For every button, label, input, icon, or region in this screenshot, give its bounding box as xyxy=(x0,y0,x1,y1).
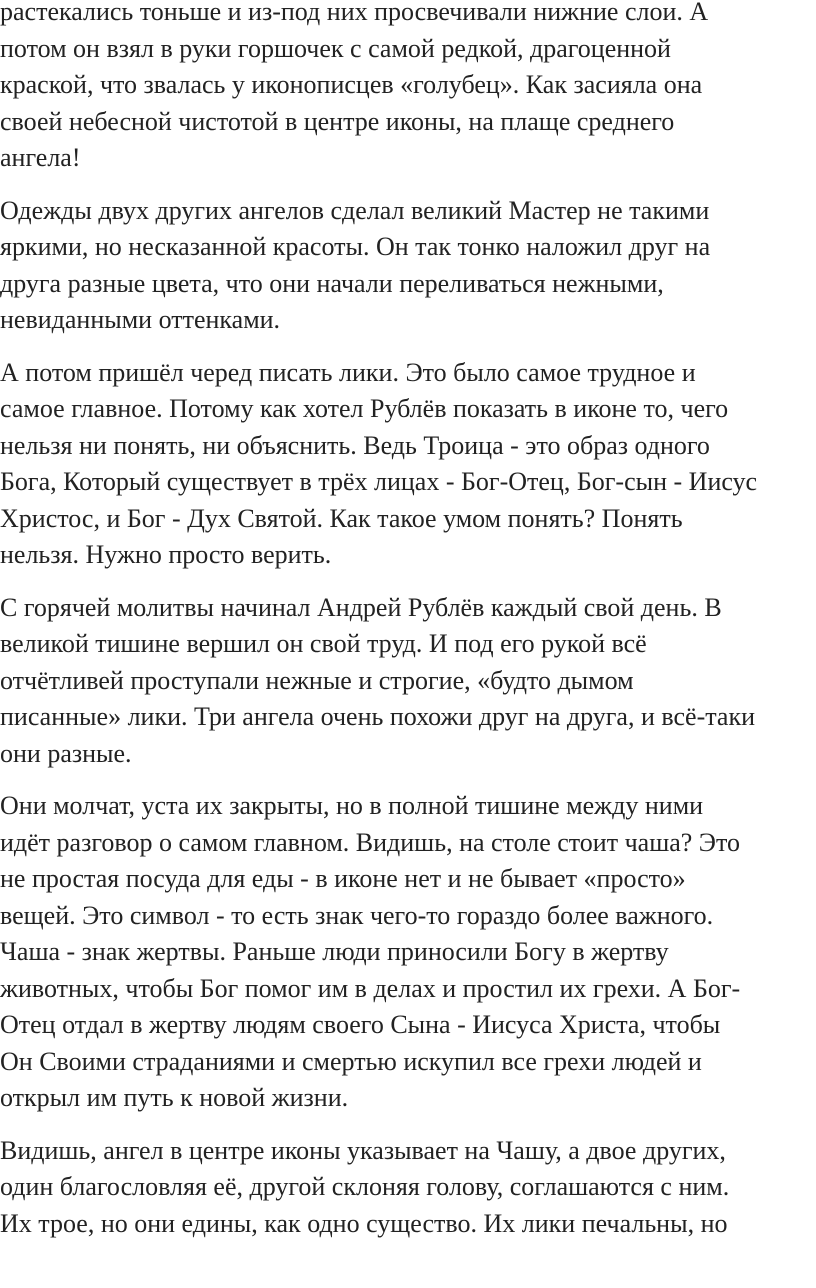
text-line: вещей. Это символ - то есть знак чего-то гораздо более важного. xyxy=(0,900,714,930)
paragraph-5 xyxy=(0,788,816,1117)
text-line: краской, что звалась у иконописцев «голубец». Как засияла она xyxy=(0,70,703,99)
text-line: не простая посуда для еды - в иконе нет и не бывает «просто» xyxy=(0,864,686,893)
paragraph-1 xyxy=(0,0,816,177)
text-line: друга разные цвета, что они начали переливаться нежными, xyxy=(0,268,664,298)
paragraph-6 xyxy=(0,1133,816,1243)
text-line: Чаша - знак жертвы. Раньше люди приносили Богу в жертву xyxy=(0,937,669,966)
text-line: Они молчат, уста их закрыты, но в полной тишине между ними xyxy=(0,791,704,820)
text-line: А потом пришёл черед писать лики. Это было самое трудное и xyxy=(0,357,696,387)
text-line: нельзя ни понять, ни объяснить. Ведь Троица - это образ одного xyxy=(0,430,710,460)
text-line: идёт разговор о самом главном. Видишь, на столе стоит чаша? Это xyxy=(0,827,740,857)
paragraph-4 xyxy=(0,590,816,773)
text-line: Отец отдал в жертву людям своего Сына - Иисуса Христа, чтобы xyxy=(0,1010,721,1039)
text-line: они разные. xyxy=(0,738,132,768)
text-line: потом он взял в руки горшочек с самой редкой, драгоценной xyxy=(0,33,671,63)
text-line: великой тишине вершил он свой труд. И под его рукой всё xyxy=(0,629,647,658)
text-line: отчётливей проступали нежные и строгие, «будто дымом xyxy=(0,665,634,695)
text-line: невиданными оттенками. xyxy=(0,305,281,334)
text-line: яркими, но несказанной красоты. Он так тонко наложил друг на xyxy=(0,232,711,261)
text-line: своей небесной чистотой в центре иконы, на плаще среднего xyxy=(0,106,675,136)
text-line: Бога, Который существует в трёх лицах - Бог-Отец, Бог-сын - Иисус xyxy=(0,467,758,496)
text-line: писанные» лики. Три ангела очень похожи друг на друга, и всё-таки xyxy=(0,702,755,731)
text-line: С горячей молитвы начинал Андрей Рублёв каждый свой день. В xyxy=(0,592,722,622)
paragraph-3 xyxy=(0,355,816,574)
text-line: Видишь, ангел в центре иконы указывает на Чашу, а двое других, xyxy=(0,1135,726,1165)
text-line: Их трое, но они едины, как одно существо. Их лики печальны, но xyxy=(0,1208,728,1238)
text-line: нельзя. Нужно просто верить. xyxy=(0,540,332,569)
text-line: самое главное. Потому как хотел Рублёв показать в иконе то, чего xyxy=(0,394,729,423)
text-line: Одежды двух других ангелов сделал великий Мастер не такими xyxy=(0,195,710,225)
paragraph-2 xyxy=(0,193,816,339)
text-line: один благословляя её, другой склоняя голову, соглашаются с ним. xyxy=(0,1172,730,1201)
text-line: открыл им путь к новой жизни. xyxy=(0,1083,349,1112)
text-line: Он Своими страданиями и смертью искупил все грехи людей и xyxy=(0,1046,702,1076)
text-line: ангела! xyxy=(0,143,81,172)
text-line: растекались тоньше и из-под них просвечивали нижние слои. А xyxy=(0,0,709,26)
text-line: Христос, и Бог - Дух Святой. Как такое умом понять? Понять xyxy=(0,503,683,533)
text-line: животных, чтобы Бог помог им в делах и простил их грехи. А Бог- xyxy=(0,973,741,1003)
